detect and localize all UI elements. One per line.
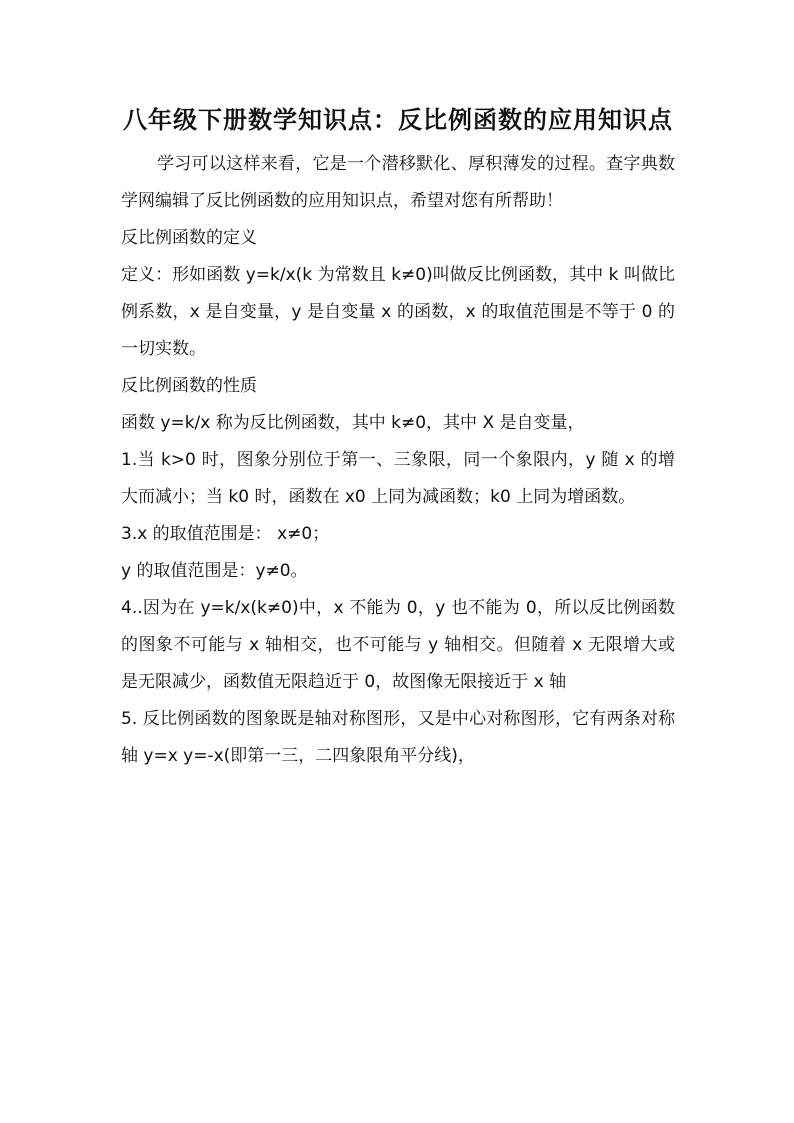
section-heading-definition: 反比例函数的定义	[121, 228, 257, 248]
definition-paragraph: 定义：形如函数 y=k/x(k 为常数且 k≠0)叫做反比例函数，其中 k 叫做比例系数，x 是自变量，y 是自变量 x 的函数，x 的取值范围是不等于 0 的一切实数。	[121, 265, 675, 359]
property-item-4: 4..因为在 y=k/x(k≠0)中，x 不能为 0，y 也不能为 0，所以反比例函数的图象不可能与 x 轴相交，也不可能与 y 轴相交。但随着 x 无限增大或是无限减少，函数值无限趋近于 0，故图像无限接近于 x 轴	[121, 598, 675, 692]
property-item-3a: 3.x 的取值范围是： x≠0；	[121, 524, 330, 544]
property-item-3b: y 的取值范围是：y≠0。	[121, 561, 308, 581]
document-page	[121, 98, 675, 775]
document-title: 八年级下册数学知识点：反比例函数的应用知识点	[123, 105, 673, 134]
properties-intro-line: 函数 y=k/x 称为反比例函数，其中 k≠0，其中 X 是自变量，	[121, 413, 585, 433]
property-item-1: 1.当 k>0 时，图象分别位于第一、三象限，同一个象限内，y 随 x 的增大而减小；当 k0 时，函数在 x0 上同为减函数；k0 上同为增函数。	[121, 450, 675, 507]
property-item-5: 5. 反比例函数的图象既是轴对称图形，又是中心对称图形，它有两条对称轴 y=x y=-x(即第一三，二四象限角平分线)，	[121, 709, 675, 766]
section-heading-properties: 反比例函数的性质	[121, 376, 257, 396]
intro-paragraph: 学习可以这样来看，它是一个潜移默化、厚积薄发的过程。查字典数学网编辑了反比例函数的应用知识点，希望对您有所帮助！	[121, 154, 675, 211]
